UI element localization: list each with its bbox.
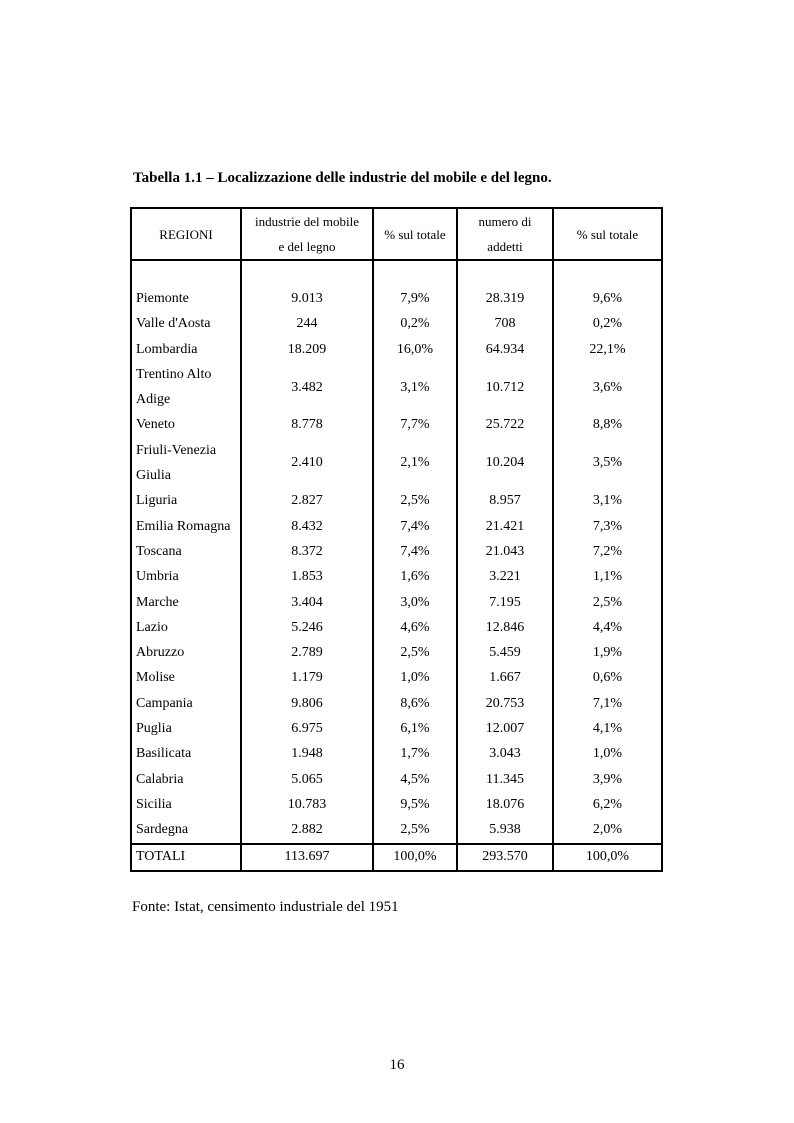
cell-industrie: 10.783 (241, 792, 373, 817)
table-row (131, 488, 662, 513)
table-row (131, 817, 662, 843)
cell-addetti: 64.934 (457, 337, 553, 362)
totals-row (131, 844, 662, 871)
region-name: Campania (131, 691, 241, 716)
region-name: Puglia (131, 716, 241, 741)
cell-pct-addetti: 1,0% (553, 741, 662, 766)
cell-addetti: 7.195 (457, 590, 553, 615)
table-row (131, 640, 662, 665)
cell-industrie: 5.065 (241, 767, 373, 792)
cell-pct-industrie: 1,0% (373, 665, 457, 690)
cell-pct-addetti: 4,4% (553, 615, 662, 640)
cell-pct-industrie: 3,1% (373, 362, 457, 413)
region-name: Lazio (131, 615, 241, 640)
totals-label: TOTALI (131, 844, 241, 871)
cell-pct-addetti: 6,2% (553, 792, 662, 817)
spacer-row (131, 260, 662, 286)
table-row (131, 615, 662, 640)
cell-pct-industrie: 4,5% (373, 767, 457, 792)
region-name: Trentino Alto Adige (131, 362, 241, 413)
cell-pct-industrie: 7,4% (373, 514, 457, 539)
table-row (131, 337, 662, 362)
cell-pct-addetti: 22,1% (553, 337, 662, 362)
region-name: Piemonte (131, 286, 241, 311)
cell-industrie: 2.882 (241, 817, 373, 843)
cell-addetti: 20.753 (457, 691, 553, 716)
cell-pct-industrie: 1,7% (373, 741, 457, 766)
table-row (131, 286, 662, 311)
source-note: Fonte: Istat, censimento industriale del 1951 (132, 899, 399, 915)
region-name: Molise (131, 665, 241, 690)
cell-industrie: 8.778 (241, 412, 373, 437)
header-addetti: numero di addetti (457, 208, 553, 260)
cell-pct-industrie: 2,1% (373, 438, 457, 489)
table-row (131, 412, 662, 437)
cell-addetti: 21.421 (457, 514, 553, 539)
cell-addetti: 8.957 (457, 488, 553, 513)
cell-pct-addetti: 4,1% (553, 716, 662, 741)
cell-pct-industrie: 2,5% (373, 488, 457, 513)
totals-pct-industrie: 100,0% (373, 844, 457, 871)
cell-addetti: 18.076 (457, 792, 553, 817)
region-name: Abruzzo (131, 640, 241, 665)
table-row (131, 590, 662, 615)
cell-pct-addetti: 0,2% (553, 311, 662, 336)
cell-pct-addetti: 3,5% (553, 438, 662, 489)
regional-industry-table (130, 207, 663, 872)
cell-addetti: 708 (457, 311, 553, 336)
totals-addetti: 293.570 (457, 844, 553, 871)
region-name: Valle d'Aosta (131, 311, 241, 336)
cell-industrie: 2.410 (241, 438, 373, 489)
region-name: Sardegna (131, 817, 241, 843)
region-name: Basilicata (131, 741, 241, 766)
table-row (131, 539, 662, 564)
table-row (131, 564, 662, 589)
header-industrie: industrie del mobile e del legno (241, 208, 373, 260)
table-caption: Tabella 1.1 – Localizzazione delle industrie del mobile e del legno. (133, 170, 552, 186)
cell-industrie: 2.789 (241, 640, 373, 665)
cell-addetti: 12.007 (457, 716, 553, 741)
cell-industrie: 6.975 (241, 716, 373, 741)
cell-addetti: 1.667 (457, 665, 553, 690)
region-name: Umbria (131, 564, 241, 589)
cell-pct-industrie: 3,0% (373, 590, 457, 615)
table-body (131, 260, 662, 844)
table-row (131, 311, 662, 336)
cell-industrie: 3.482 (241, 362, 373, 413)
cell-pct-industrie: 7,9% (373, 286, 457, 311)
cell-pct-addetti: 1,9% (553, 640, 662, 665)
cell-addetti: 5.459 (457, 640, 553, 665)
header-pct-industrie: % sul totale (373, 208, 457, 260)
cell-addetti: 5.938 (457, 817, 553, 843)
cell-industrie: 3.404 (241, 590, 373, 615)
cell-addetti: 21.043 (457, 539, 553, 564)
cell-addetti: 10.204 (457, 438, 553, 489)
cell-pct-addetti: 0,6% (553, 665, 662, 690)
cell-pct-industrie: 16,0% (373, 337, 457, 362)
table-row (131, 514, 662, 539)
cell-pct-industrie: 7,4% (373, 539, 457, 564)
table-row (131, 438, 662, 489)
cell-addetti: 11.345 (457, 767, 553, 792)
cell-addetti: 3.043 (457, 741, 553, 766)
table-row (131, 741, 662, 766)
cell-industrie: 1.179 (241, 665, 373, 690)
totals-industrie: 113.697 (241, 844, 373, 871)
region-name: Toscana (131, 539, 241, 564)
cell-pct-addetti: 8,8% (553, 412, 662, 437)
totals-pct-addetti: 100,0% (553, 844, 662, 871)
cell-pct-addetti: 7,3% (553, 514, 662, 539)
cell-pct-industrie: 8,6% (373, 691, 457, 716)
cell-industrie: 1.853 (241, 564, 373, 589)
cell-industrie: 1.948 (241, 741, 373, 766)
table-row (131, 362, 662, 413)
cell-pct-addetti: 7,2% (553, 539, 662, 564)
region-name: Emilia Romagna (131, 514, 241, 539)
region-name: Veneto (131, 412, 241, 437)
cell-pct-addetti: 3,6% (553, 362, 662, 413)
region-name: Sicilia (131, 792, 241, 817)
cell-addetti: 25.722 (457, 412, 553, 437)
cell-pct-addetti: 1,1% (553, 564, 662, 589)
cell-pct-addetti: 2,0% (553, 817, 662, 843)
cell-pct-industrie: 4,6% (373, 615, 457, 640)
cell-addetti: 28.319 (457, 286, 553, 311)
cell-pct-addetti: 3,1% (553, 488, 662, 513)
cell-pct-industrie: 9,5% (373, 792, 457, 817)
cell-pct-industrie: 1,6% (373, 564, 457, 589)
cell-industrie: 8.372 (241, 539, 373, 564)
cell-pct-industrie: 7,7% (373, 412, 457, 437)
table-row (131, 792, 662, 817)
region-name: Marche (131, 590, 241, 615)
header-pct-addetti: % sul totale (553, 208, 662, 260)
cell-pct-addetti: 7,1% (553, 691, 662, 716)
region-name: Calabria (131, 767, 241, 792)
cell-industrie: 8.432 (241, 514, 373, 539)
cell-addetti: 12.846 (457, 615, 553, 640)
cell-pct-industrie: 6,1% (373, 716, 457, 741)
cell-addetti: 10.712 (457, 362, 553, 413)
cell-pct-addetti: 3,9% (553, 767, 662, 792)
table-row (131, 767, 662, 792)
cell-pct-industrie: 0,2% (373, 311, 457, 336)
table-row (131, 665, 662, 690)
cell-industrie: 5.246 (241, 615, 373, 640)
cell-industrie: 9.013 (241, 286, 373, 311)
cell-industrie: 18.209 (241, 337, 373, 362)
cell-pct-addetti: 2,5% (553, 590, 662, 615)
header-row (131, 208, 662, 260)
cell-pct-industrie: 2,5% (373, 640, 457, 665)
page-number: 16 (389, 1057, 405, 1073)
region-name: Friuli-Venezia Giulia (131, 438, 241, 489)
header-regioni: REGIONI (131, 208, 241, 260)
region-name: Lombardia (131, 337, 241, 362)
table-row (131, 691, 662, 716)
region-name: Liguria (131, 488, 241, 513)
table-row (131, 716, 662, 741)
cell-industrie: 2.827 (241, 488, 373, 513)
cell-industrie: 244 (241, 311, 373, 336)
cell-pct-industrie: 2,5% (373, 817, 457, 843)
cell-pct-addetti: 9,6% (553, 286, 662, 311)
cell-industrie: 9.806 (241, 691, 373, 716)
cell-addetti: 3.221 (457, 564, 553, 589)
